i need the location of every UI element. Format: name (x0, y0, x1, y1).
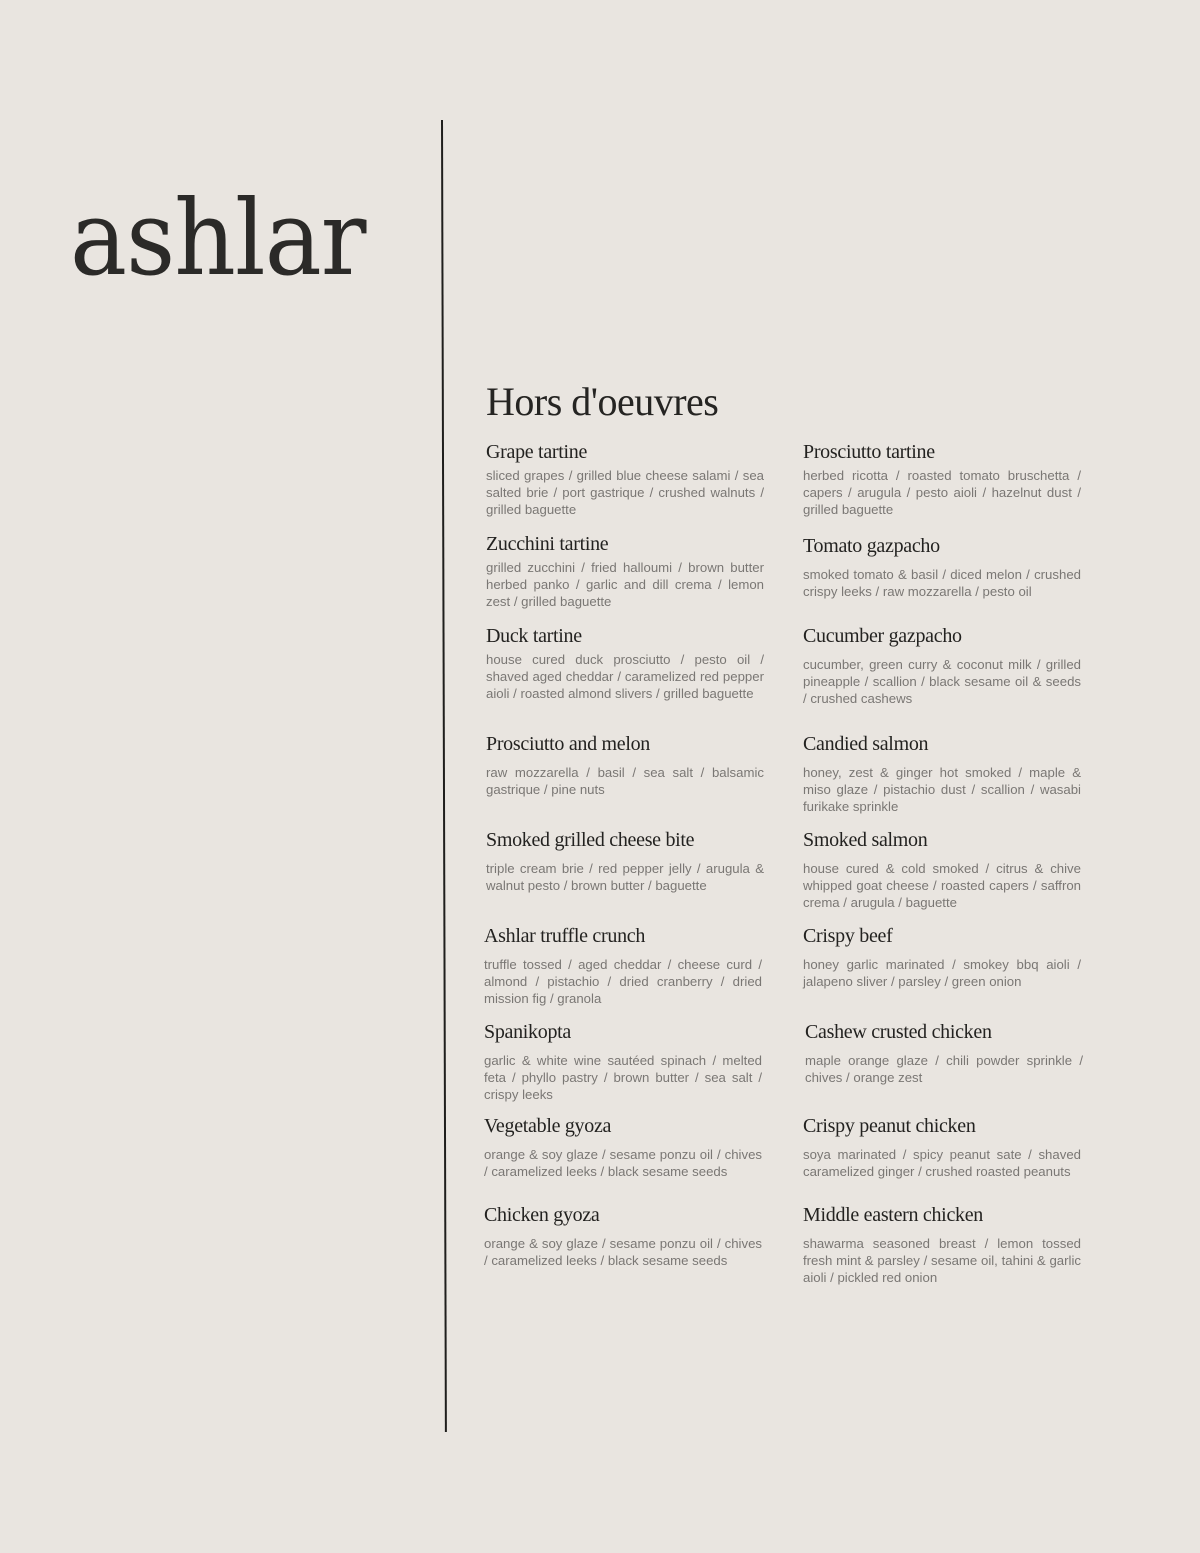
menu-item-description: honey garlic marinated / smokey bbq aioli / jalapeno sliver / parsley / green onion (803, 957, 1081, 989)
menu-item-name: Smoked grilled cheese bite (486, 829, 695, 851)
menu-item-description: house cured & cold smoked / citrus & chive whipped goat cheese / roasted capers / saffron crema / arugula / baguette (803, 861, 1081, 910)
menu-item-description: grilled zucchini / fried halloumi / brown butter herbed panko / garlic and dill crema / lemon zest / grilled baguette (486, 560, 764, 609)
menu-item-description: raw mozzarella / basil / sea salt / balsamic gastrique / pine nuts (486, 765, 764, 797)
menu-item-name: Cucumber gazpacho (803, 625, 962, 647)
menu-item-description: smoked tomato & basil / diced melon / crushed crispy leeks / raw mozzarella / pesto oil (803, 567, 1081, 599)
menu-item-name: Crispy peanut chicken (803, 1115, 976, 1137)
menu-item-name: Candied salmon (803, 733, 929, 755)
menu-item-name: Duck tartine (486, 625, 582, 647)
menu-item-middle-eastern-chicken (803, 1203, 1081, 1286)
menu-item-chicken-gyoza (484, 1203, 762, 1269)
menu-item-duck-tartine (486, 624, 764, 702)
menu-item-candied-salmon (803, 732, 1081, 815)
menu-item-description: maple orange glaze / chili powder sprinkle / chives / orange zest (805, 1053, 1083, 1085)
menu-item-name: Cashew crusted chicken (805, 1021, 992, 1043)
menu-item-name: Prosciutto tartine (803, 441, 935, 463)
menu-item-smoked-grilled-cheese-bite (486, 828, 764, 894)
menu-item-smoked-salmon (803, 828, 1081, 911)
menu-item-description: herbed ricotta / roasted tomato bruschetta / capers / arugula / pesto aioli / hazelnut dust / grilled baguette (803, 468, 1081, 517)
menu-item-vegetable-gyoza (484, 1114, 762, 1180)
menu-item-description: triple cream brie / red pepper jelly / arugula & walnut pesto / brown butter / baguette (486, 861, 764, 893)
menu-item-description: house cured duck prosciutto / pesto oil / shaved aged cheddar / caramelized red pepper aioli / roasted almond slivers / grilled baguette (486, 652, 764, 701)
menu-item-description: truffle tossed / aged cheddar / cheese curd / almond / pistachio / dried cranberry / dried mission fig / granola (484, 957, 762, 1006)
section-title: Hors d'oeuvres (486, 379, 719, 424)
menu-item-name: Crispy beef (803, 925, 893, 947)
menu-item-grape-tartine (486, 440, 764, 518)
brand-logo: ashlar (70, 177, 366, 299)
menu-item-description: orange & soy glaze / sesame ponzu oil / chives / caramelized leeks / black sesame seeds (484, 1236, 762, 1268)
menu-item-name: Middle eastern chicken (803, 1204, 983, 1226)
menu-item-crispy-beef (803, 924, 1081, 990)
menu-item-name: Vegetable gyoza (484, 1115, 612, 1137)
menu-item-ashlar-truffle-crunch (484, 924, 762, 1007)
vertical-divider (441, 120, 447, 1432)
menu-item-prosciutto-and-melon (486, 732, 764, 798)
menu-item-name: Grape tartine (486, 441, 588, 463)
menu-item-description: shawarma seasoned breast / lemon tossed fresh mint & parsley / sesame oil, tahini & garlic aioli / pickled red onion (803, 1236, 1081, 1285)
menu-item-tomato-gazpacho (803, 534, 1081, 600)
menu-item-name: Zucchini tartine (486, 533, 609, 555)
menu-item-name: Prosciutto and melon (486, 733, 650, 755)
menu-item-spanikopta (484, 1020, 762, 1103)
menu-item-cashew-crusted-chicken (805, 1020, 1083, 1086)
menu-item-name: Spanikopta (484, 1021, 571, 1043)
menu-item-name: Smoked salmon (803, 829, 928, 851)
menu-item-prosciutto-tartine (803, 440, 1081, 518)
menu-item-name: Chicken gyoza (484, 1204, 600, 1226)
menu-item-description: orange & soy glaze / sesame ponzu oil / chives / caramelized leeks / black sesame seeds (484, 1147, 762, 1179)
menu-item-name: Ashlar truffle crunch (484, 925, 646, 947)
menu-item-name: Tomato gazpacho (803, 535, 940, 557)
menu-item-description: garlic & white wine sautéed spinach / melted feta / phyllo pastry / brown butter / sea salt / crispy leeks (484, 1053, 762, 1102)
menu-item-description: sliced grapes / grilled blue cheese salami / sea salted brie / port gastrique / crushed walnuts / grilled baguette (486, 468, 764, 517)
menu-item-crispy-peanut-chicken (803, 1114, 1081, 1180)
menu-item-description: honey, zest & ginger hot smoked / maple & miso glaze / pistachio dust / scallion / wasabi furikake sprinkle (803, 765, 1081, 814)
menu-item-zucchini-tartine (486, 532, 764, 610)
menu-item-description: soya marinated / spicy peanut sate / shaved caramelized ginger / crushed roasted peanuts (803, 1147, 1081, 1179)
menu-item-cucumber-gazpacho (803, 624, 1081, 707)
menu-item-description: cucumber, green curry & coconut milk / grilled pineapple / scallion / black sesame oil & seeds / crushed cashews (803, 657, 1081, 706)
